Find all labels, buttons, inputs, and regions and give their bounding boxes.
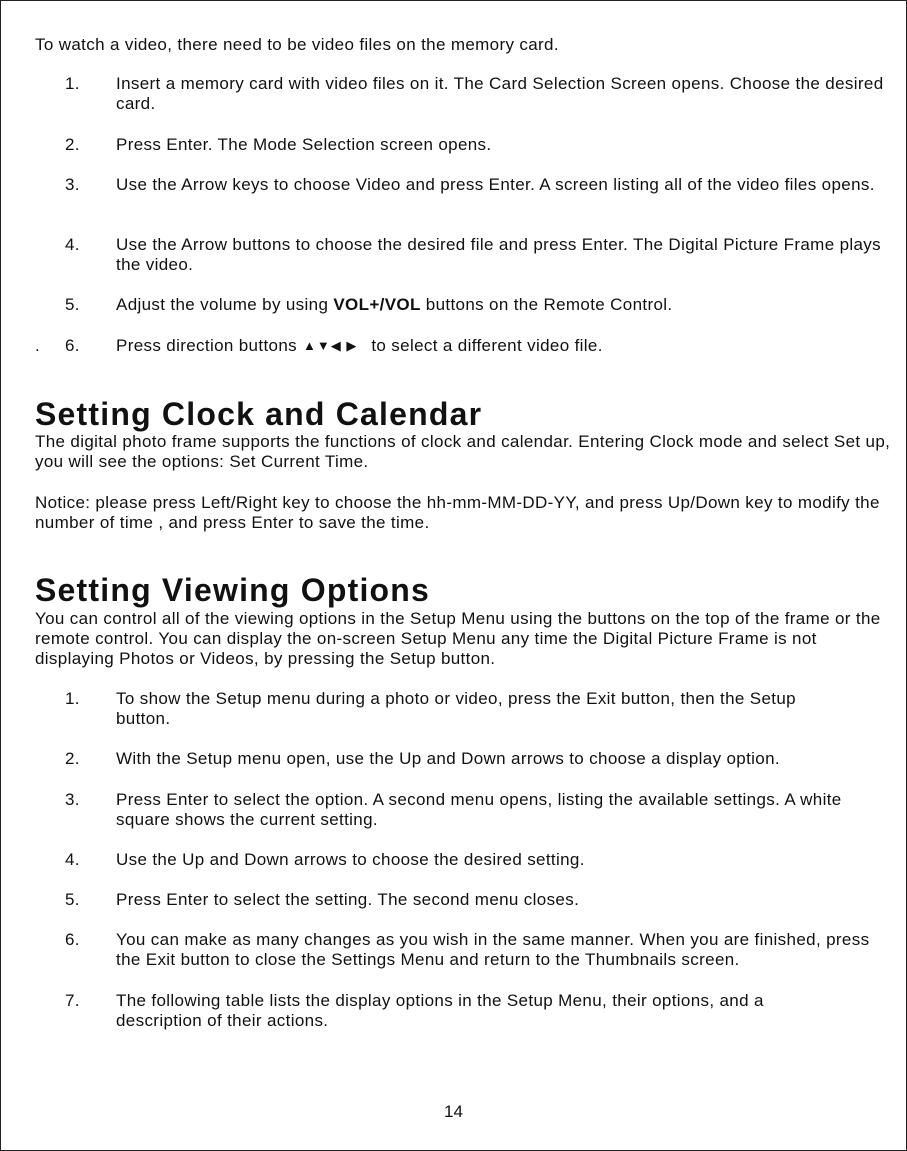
clock-heading: Setting Clock and Calendar bbox=[35, 396, 483, 432]
step-number: 4. bbox=[65, 850, 80, 869]
step-number: 1. bbox=[65, 689, 80, 708]
page-number: 14 bbox=[444, 1102, 463, 1121]
direction-arrows bbox=[303, 336, 357, 356]
vol-label: VOL+/VOL bbox=[333, 295, 421, 314]
video-intro: To watch a video, there need to be video files on the memory card. bbox=[35, 35, 559, 54]
step-number: 1. bbox=[65, 74, 80, 93]
step-text-pre: Adjust the volume by using bbox=[116, 295, 334, 314]
step-number: 5. bbox=[65, 295, 80, 314]
step-text: Press Enter. The Mode Selection screen opens. bbox=[116, 135, 492, 154]
step-text-post: buttons on the Remote Control. bbox=[420, 295, 673, 314]
step-number: 6. bbox=[65, 930, 80, 949]
step-number: 5. bbox=[65, 890, 80, 909]
step-text: With the Setup menu open, use the Up and Down arrows to choose a display option. bbox=[116, 749, 780, 768]
step-number: 2. bbox=[65, 135, 80, 154]
step-text: Use the Arrow buttons to choose the desired file and press Enter. The Digital Picture Frame plays the video. bbox=[116, 235, 882, 274]
arrow-right-icon: ▶ bbox=[346, 338, 358, 353]
step-number: 4. bbox=[65, 235, 80, 254]
clock-para: The digital photo frame supports the functions of clock and calendar. Entering Clock mode and select Set up, you will see the options: Set Current Time. bbox=[35, 432, 891, 471]
step-text bbox=[116, 295, 891, 315]
step-text-post: to select a different video file. bbox=[371, 336, 603, 355]
arrow-down-icon: ▼ bbox=[316, 338, 331, 353]
step-text: You can make as many changes as you wish in the same manner. When you are finished, press the Exit button to close the Settings Menu and return to the Thumbnails screen. bbox=[116, 930, 870, 969]
step-text: To show the Setup menu during a photo or video, press the Exit button, then the Setup button. bbox=[116, 689, 796, 728]
manual-page bbox=[1, 1, 906, 1150]
step-number: 7. bbox=[65, 991, 80, 1010]
step-number: 2. bbox=[65, 749, 80, 768]
step-text-pre: Press direction buttons bbox=[116, 336, 297, 355]
step-number: 3. bbox=[65, 175, 80, 194]
step-text: Insert a memory card with video files on it. The Card Selection Screen opens. Choose the desired card. bbox=[116, 74, 884, 113]
step-text bbox=[116, 336, 891, 356]
arrow-up-icon: ▲ bbox=[302, 338, 317, 353]
step-text: Press Enter to select the setting. The second menu closes. bbox=[116, 890, 580, 909]
stray-mark: . bbox=[35, 336, 40, 355]
step-text: Use the Up and Down arrows to choose the desired setting. bbox=[116, 850, 585, 869]
step-text: Press Enter to select the option. A second menu opens, listing the available settings. A white square shows the current setting. bbox=[116, 790, 842, 829]
clock-notice: Notice: please press Left/Right key to choose the hh-mm-MM-DD-YY, and press Up/Down key to modify the number of time , and press Enter to save the time. bbox=[35, 493, 880, 532]
viewing-heading: Setting Viewing Options bbox=[35, 572, 431, 608]
viewing-para: You can control all of the viewing options in the Setup Menu using the buttons on the top of the frame or the remote control. You can display the on-screen Setup Menu any time the Digital Picture Frame is not displaying Photos or Videos, by pressing the Setup button. bbox=[35, 609, 881, 668]
step-number: 6. bbox=[65, 336, 80, 355]
step-text: Use the Arrow keys to choose Video and press Enter. A screen listing all of the video files opens. bbox=[116, 175, 875, 194]
step-text: The following table lists the display options in the Setup Menu, their options, and a description of their actions. bbox=[116, 991, 764, 1030]
step-number: 3. bbox=[65, 790, 80, 809]
arrow-left-icon: ◀ bbox=[330, 338, 342, 353]
